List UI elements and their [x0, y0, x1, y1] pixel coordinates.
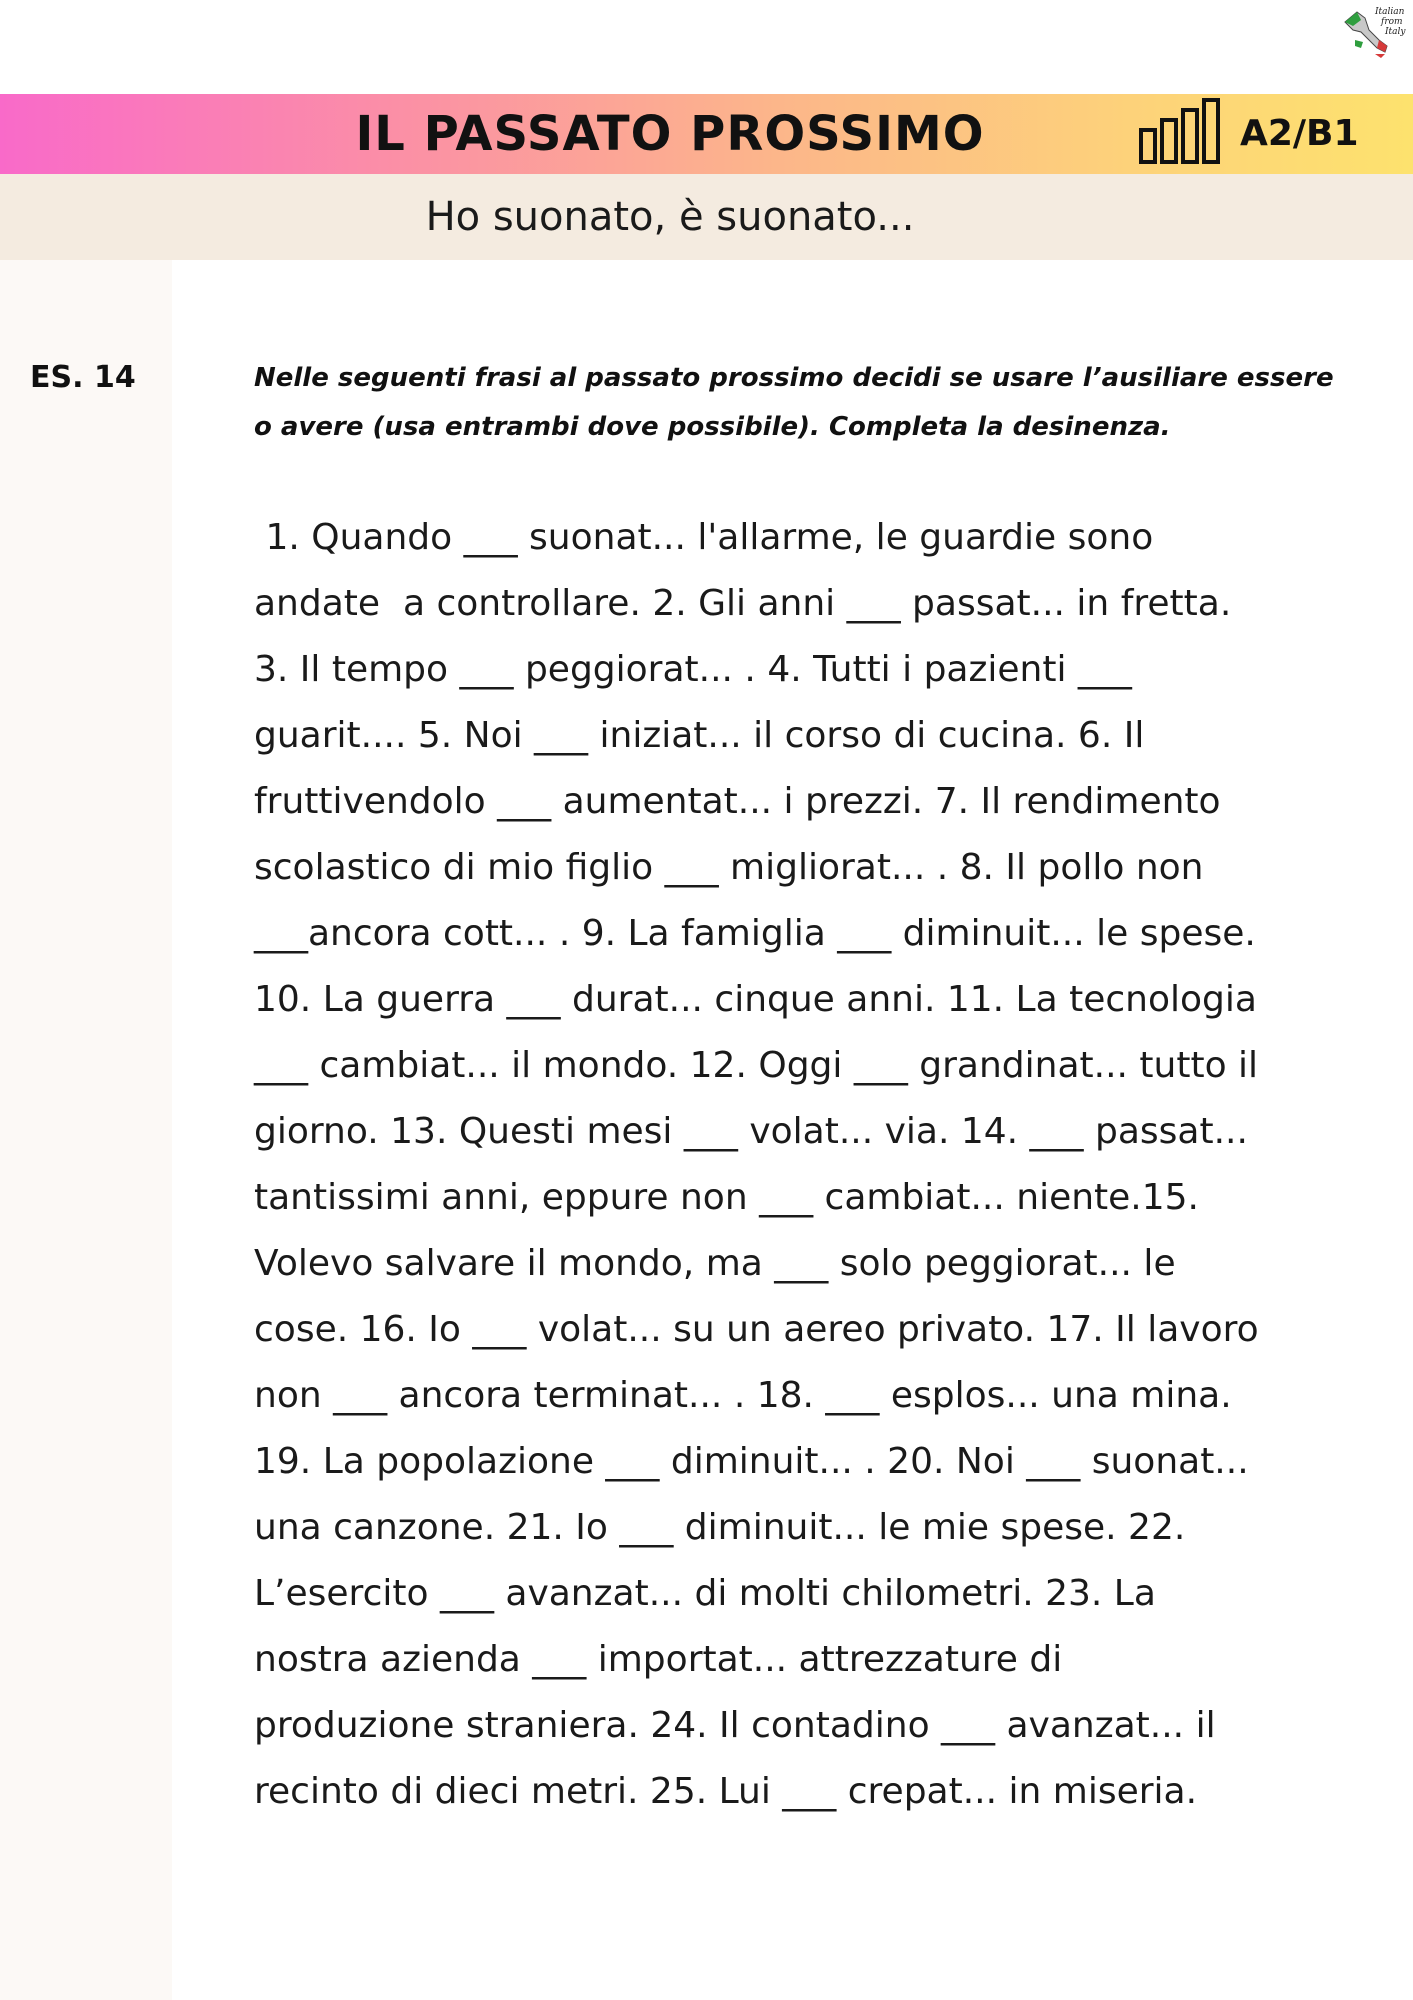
subtitle-bar [0, 174, 1413, 260]
exercise-line: tantissimi anni, eppure non ___ cambiat... niente.15. [254, 1177, 1199, 1218]
exercise-line: fruttivendolo ___ aumentat... i prezzi. 7. Il rendimento [254, 781, 1221, 822]
svg-text:Italian: Italian [1375, 7, 1405, 17]
svg-text:Italy: Italy [1385, 27, 1406, 37]
level-bars-icon [1138, 98, 1226, 172]
exercise-text [254, 505, 1354, 1825]
exercise-line: non ___ ancora terminat... . 18. ___ esplos... una mina. [254, 1375, 1232, 1416]
exercise-line: una canzone. 21. Io ___ diminuit... le mie spese. 22. [254, 1507, 1186, 1548]
exercise-line: 10. La guerra ___ durat... cinque anni. 11. La tecnologia [254, 979, 1257, 1020]
exercise-line: scolastico di mio figlio ___ migliorat... . 8. Il pollo non [254, 847, 1204, 888]
exercise-line: L’esercito ___ avanzat... di molti chilometri. 23. La [254, 1573, 1156, 1614]
exercise-line: 19. La popolazione ___ diminuit... . 20. Noi ___ suonat... [254, 1441, 1249, 1482]
page-subtitle: Ho suonato, è suonato... [425, 194, 915, 240]
side-strip [0, 260, 172, 2000]
italy-map-logo-icon [1335, 0, 1413, 60]
exercise-label: ES. 14 [30, 360, 136, 395]
exercise-line: guarit.... 5. Noi ___ iniziat... il corso di cucina. 6. Il [254, 715, 1145, 756]
exercise-line: Volevo salvare il mondo, ma ___ solo peggiorat... le [254, 1243, 1176, 1284]
exercise-line: nostra azienda ___ importat... attrezzature di [254, 1639, 1063, 1680]
exercise-line: andate a controllare. 2. Gli anni ___ passat... in fretta. [254, 583, 1232, 624]
page-title: IL PASSATO PROSSIMO [355, 106, 985, 162]
exercise-line: giorno. 13. Questi mesi ___ volat... via. 14. ___ passat... [254, 1111, 1248, 1152]
exercise-line: ___ancora cott... . 9. La famiglia ___ diminuit... le spese. [254, 913, 1256, 954]
level-label: A2/B1 [1240, 113, 1359, 154]
svg-text:from: from [1381, 17, 1403, 27]
exercise-line: 1. Quando ___ suonat... l'allarme, le guardie sono [254, 517, 1154, 558]
exercise-instruction: Nelle seguenti frasi al passato prossimo decidi se usare l’ausiliare essere o avere (usa entrambi dove possibile). Completa la desinenza. [254, 363, 1334, 442]
exercise-line: ___ cambiat... il mondo. 12. Oggi ___ grandinat... tutto il [254, 1045, 1259, 1086]
exercise-line: recinto di dieci metri. 25. Lui ___ crepat... in miseria. [254, 1771, 1198, 1812]
exercise-line: 3. Il tempo ___ peggiorat... . 4. Tutti i pazienti ___ [254, 649, 1132, 690]
exercise-line: produzione straniera. 24. Il contadino ___ avanzat... il [254, 1705, 1216, 1746]
exercise-line: cose. 16. Io ___ volat... su un aereo privato. 17. Il lavoro [254, 1309, 1259, 1350]
